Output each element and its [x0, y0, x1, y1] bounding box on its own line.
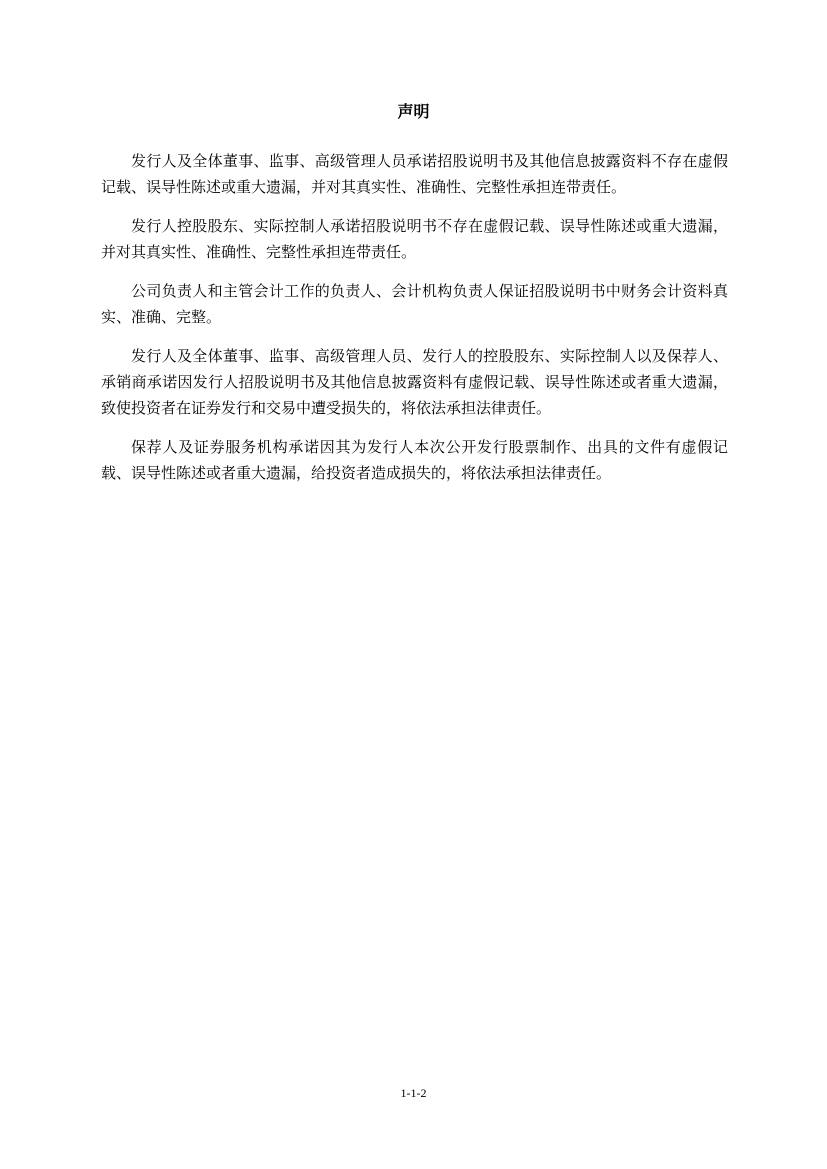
page-title: 声明	[397, 102, 430, 121]
paragraph-1: 发行人及全体董事、监事、高级管理人员承诺招股说明书及其他信息披露资料不存在虚假记载、误导性陈述或重大遗漏，并对其真实性、准确性、完整性承担连带责任。	[101, 152, 728, 196]
paragraph-3: 公司负责人和主管会计工作的负责人、会计机构负责人保证招股说明书中财务会计资料真实、准确、完整。	[101, 282, 728, 326]
paragraph-5: 保荐人及证券服务机构承诺因其为发行人本次公开发行股票制作、出具的文件有虚假记载、误导性陈述或者重大遗漏，给投资者造成损失的，将依法承担法律责任。	[101, 438, 728, 482]
page-number: 1-1-2	[400, 1086, 427, 1100]
declaration-body	[101, 148, 728, 499]
paragraph-4: 发行人及全体董事、监事、高级管理人员、发行人的控股股东、实际控制人以及保荐人、承销商承诺因发行人招股说明书及其他信息披露资料有虚假记载、误导性陈述或者重大遗漏，致使投资者在证券发行和交易中遭受损失的，将依法承担法律责任。	[101, 347, 728, 417]
paragraph-2: 发行人控股股东、实际控制人承诺招股说明书不存在虚假记载、误导性陈述或重大遗漏，并对其真实性、准确性、完整性承担连带责任。	[101, 217, 728, 261]
